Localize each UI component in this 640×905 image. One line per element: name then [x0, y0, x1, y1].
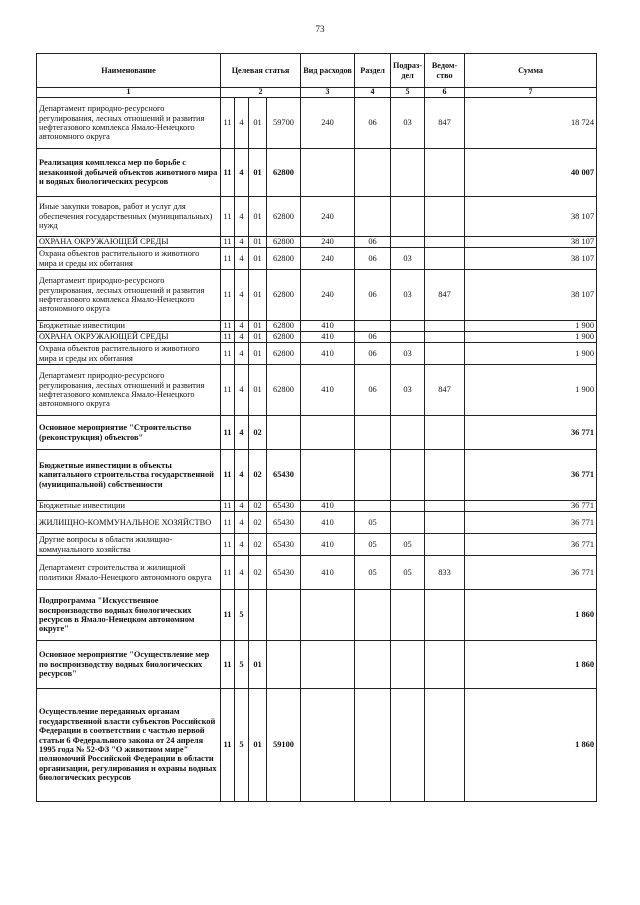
table-row — [37, 365, 597, 416]
target-code-3-cell: 02 — [249, 416, 267, 450]
target-code-1-cell: 11 — [221, 534, 235, 556]
target-code-4-cell: 65430 — [267, 534, 301, 556]
target-code-4-cell — [267, 590, 301, 641]
row-name-cell: Другие вопросы в области жилищно-коммунального хозяйства — [37, 534, 221, 556]
department-cell — [425, 416, 465, 450]
expense-type-cell: 240 — [301, 270, 355, 321]
expense-type-cell: 410 — [301, 512, 355, 534]
expense-type-cell — [301, 590, 355, 641]
amount-cell: 40 007 — [465, 149, 597, 197]
table-row — [37, 149, 597, 197]
target-code-4-cell: 59100 — [267, 689, 301, 802]
amount-cell: 36 771 — [465, 556, 597, 590]
target-code-3-cell: 01 — [249, 248, 267, 270]
section-cell: 05 — [355, 512, 391, 534]
subsection-cell — [391, 590, 425, 641]
target-code-3-cell: 01 — [249, 237, 267, 248]
department-cell — [425, 689, 465, 802]
target-code-1-cell: 11 — [221, 248, 235, 270]
subsection-cell: 03 — [391, 248, 425, 270]
target-code-1-cell: 11 — [221, 197, 235, 237]
target-code-2-cell: 4 — [235, 321, 249, 332]
amount-cell: 38 107 — [465, 270, 597, 321]
target-code-1-cell: 11 — [221, 343, 235, 365]
amount-cell: 18 724 — [465, 98, 597, 149]
target-code-3-cell: 02 — [249, 512, 267, 534]
row-name-cell: Охрана объектов растительного и животного мира и среды их обитания — [37, 343, 221, 365]
target-code-3-cell: 01 — [249, 343, 267, 365]
table-row — [37, 689, 597, 802]
target-code-1-cell: 11 — [221, 237, 235, 248]
target-code-1-cell: 11 — [221, 641, 235, 689]
column-number: 4 — [355, 88, 391, 98]
target-code-4-cell: 62800 — [267, 343, 301, 365]
table-row — [37, 343, 597, 365]
target-code-4-cell: 62800 — [267, 365, 301, 416]
subsection-cell — [391, 416, 425, 450]
amount-cell: 36 771 — [465, 450, 597, 501]
target-code-3-cell: 02 — [249, 501, 267, 512]
row-name-cell: Основное мероприятие "Осуществление мер по воспроизводству водных биологических ресурсов" — [37, 641, 221, 689]
subsection-cell: 05 — [391, 556, 425, 590]
target-code-1-cell: 11 — [221, 270, 235, 321]
subsection-cell: 03 — [391, 98, 425, 149]
department-cell — [425, 237, 465, 248]
department-cell — [425, 534, 465, 556]
target-code-3-cell — [249, 590, 267, 641]
row-name-cell: ОХРАНА ОКРУЖАЮЩЕЙ СРЕДЫ — [37, 237, 221, 248]
target-code-1-cell: 11 — [221, 590, 235, 641]
section-cell: 06 — [355, 343, 391, 365]
amount-cell: 36 771 — [465, 534, 597, 556]
row-name-cell: Основное мероприятие "Строительство (реконструкция) объектов" — [37, 416, 221, 450]
target-code-4-cell: 59700 — [267, 98, 301, 149]
target-code-4-cell: 65430 — [267, 556, 301, 590]
target-code-1-cell: 11 — [221, 512, 235, 534]
row-name-cell: Бюджетные инвестиции — [37, 321, 221, 332]
target-code-2-cell: 4 — [235, 237, 249, 248]
row-name-cell: Бюджетные инвестиции — [37, 501, 221, 512]
target-code-2-cell: 4 — [235, 501, 249, 512]
target-code-3-cell: 01 — [249, 321, 267, 332]
header-expense-type: Вид расходов — [301, 54, 355, 88]
target-code-3-cell: 01 — [249, 149, 267, 197]
department-cell — [425, 641, 465, 689]
table-row — [37, 237, 597, 248]
target-code-3-cell: 02 — [249, 556, 267, 590]
section-cell: 06 — [355, 365, 391, 416]
expense-type-cell: 410 — [301, 501, 355, 512]
subsection-cell — [391, 450, 425, 501]
header-amount: Сумма — [465, 54, 597, 88]
amount-cell: 38 107 — [465, 248, 597, 270]
target-code-1-cell: 11 — [221, 416, 235, 450]
row-name-cell: Департамент природно-ресурсного регулирования, лесных отношений и развития нефтегазового комплекса Ямало-Ненецкого автономного округа — [37, 98, 221, 149]
subsection-cell — [391, 641, 425, 689]
target-code-1-cell: 11 — [221, 321, 235, 332]
table-row — [37, 590, 597, 641]
target-code-2-cell: 4 — [235, 270, 249, 321]
amount-cell: 1 900 — [465, 332, 597, 343]
table-row — [37, 416, 597, 450]
target-code-3-cell: 01 — [249, 365, 267, 416]
table-body — [37, 98, 597, 802]
row-name-cell: Охрана объектов растительного и животного мира и среды их обитания — [37, 248, 221, 270]
table-row — [37, 248, 597, 270]
target-code-1-cell: 11 — [221, 332, 235, 343]
section-cell — [355, 149, 391, 197]
target-code-3-cell: 02 — [249, 534, 267, 556]
expense-type-cell — [301, 689, 355, 802]
amount-cell: 36 771 — [465, 501, 597, 512]
target-code-1-cell: 11 — [221, 365, 235, 416]
table-row — [37, 197, 597, 237]
department-cell — [425, 450, 465, 501]
expense-type-cell: 410 — [301, 332, 355, 343]
subsection-cell — [391, 237, 425, 248]
subsection-cell: 03 — [391, 343, 425, 365]
target-code-4-cell: 62800 — [267, 332, 301, 343]
header-section: Раздел — [355, 54, 391, 88]
department-cell — [425, 248, 465, 270]
target-code-3-cell: 01 — [249, 197, 267, 237]
target-code-4-cell — [267, 641, 301, 689]
target-code-4-cell: 65430 — [267, 501, 301, 512]
row-name-cell: Департамент природно-ресурсного регулирования, лесных отношений и развития нефтегазового комплекса Ямало-Ненецкого автономного округа — [37, 365, 221, 416]
department-cell — [425, 501, 465, 512]
target-code-4-cell: 62800 — [267, 197, 301, 237]
expense-type-cell: 240 — [301, 237, 355, 248]
header-target: Целевая статья — [221, 54, 301, 88]
amount-cell: 38 107 — [465, 197, 597, 237]
department-cell — [425, 512, 465, 534]
target-code-2-cell: 4 — [235, 534, 249, 556]
subsection-cell — [391, 321, 425, 332]
expense-type-cell: 240 — [301, 248, 355, 270]
section-cell — [355, 197, 391, 237]
target-code-1-cell: 11 — [221, 556, 235, 590]
amount-cell: 1 900 — [465, 365, 597, 416]
page-number: 73 — [315, 24, 325, 34]
section-cell — [355, 590, 391, 641]
amount-cell: 36 771 — [465, 512, 597, 534]
target-code-4-cell: 65430 — [267, 450, 301, 501]
amount-cell: 1 860 — [465, 689, 597, 802]
department-cell — [425, 197, 465, 237]
subsection-cell — [391, 332, 425, 343]
target-code-3-cell: 02 — [249, 450, 267, 501]
expense-type-cell: 240 — [301, 197, 355, 237]
department-cell — [425, 149, 465, 197]
row-name-cell: Бюджетные инвестиции в объекты капитального строительства государственной (муниципальной) собственности — [37, 450, 221, 501]
expense-type-cell — [301, 641, 355, 689]
row-name-cell: Осуществление переданных органам государственной власти субъектов Российской Федерации в соответствии с частью первой статьи 6 Федерального закона от 24 апреля 1995 года № 52-ФЗ "О животном мире" полномочий Российской Федерации в области организации, регулирования и охраны водных биологических ресурсов — [37, 689, 221, 802]
target-code-4-cell: 62800 — [267, 237, 301, 248]
target-code-1-cell: 11 — [221, 450, 235, 501]
row-name-cell: ОХРАНА ОКРУЖАЮЩЕЙ СРЕДЫ — [37, 332, 221, 343]
header-subsection: Подраз-дел — [391, 54, 425, 88]
section-cell: 05 — [355, 534, 391, 556]
expense-type-cell: 410 — [301, 556, 355, 590]
row-name-cell: ЖИЛИЩНО-КОММУНАЛЬНОЕ ХОЗЯЙСТВО — [37, 512, 221, 534]
subsection-cell — [391, 512, 425, 534]
expense-type-cell: 410 — [301, 343, 355, 365]
row-name-cell: Реализация комплекса мер по борьбе с незаконной добычей объектов животного мира и водных биологических ресурсов — [37, 149, 221, 197]
subsection-cell: 05 — [391, 534, 425, 556]
table-row — [37, 501, 597, 512]
amount-cell: 1 860 — [465, 590, 597, 641]
target-code-4-cell: 65430 — [267, 512, 301, 534]
department-cell: 847 — [425, 270, 465, 321]
row-name-cell: Департамент природно-ресурсного регулирования, лесных отношений и развития нефтегазового комплекса Ямало-Ненецкого автономного округа — [37, 270, 221, 321]
subsection-cell — [391, 149, 425, 197]
target-code-1-cell: 11 — [221, 501, 235, 512]
target-code-2-cell: 4 — [235, 149, 249, 197]
column-number-row — [37, 88, 597, 98]
target-code-2-cell: 4 — [235, 197, 249, 237]
section-cell — [355, 450, 391, 501]
target-code-2-cell: 4 — [235, 332, 249, 343]
section-cell: 05 — [355, 556, 391, 590]
subsection-cell — [391, 197, 425, 237]
target-code-3-cell: 01 — [249, 98, 267, 149]
row-name-cell: Иные закупки товаров, работ и услуг для обеспечения государственных (муниципальных) нужд — [37, 197, 221, 237]
column-number: 7 — [465, 88, 597, 98]
expense-type-cell — [301, 416, 355, 450]
amount-cell: 36 771 — [465, 416, 597, 450]
header-department: Ведом-ство — [425, 54, 465, 88]
department-cell — [425, 321, 465, 332]
target-code-1-cell: 11 — [221, 149, 235, 197]
column-number: 5 — [391, 88, 425, 98]
table-row — [37, 98, 597, 149]
target-code-2-cell: 5 — [235, 641, 249, 689]
target-code-2-cell: 4 — [235, 248, 249, 270]
department-cell — [425, 332, 465, 343]
department-cell: 847 — [425, 98, 465, 149]
section-cell: 06 — [355, 270, 391, 321]
section-cell: 06 — [355, 248, 391, 270]
table-row — [37, 270, 597, 321]
target-code-2-cell: 4 — [235, 365, 249, 416]
target-code-3-cell: 01 — [249, 332, 267, 343]
section-cell — [355, 689, 391, 802]
expense-type-cell: 410 — [301, 321, 355, 332]
section-cell — [355, 641, 391, 689]
table-row — [37, 534, 597, 556]
target-code-2-cell: 4 — [235, 556, 249, 590]
target-code-1-cell: 11 — [221, 689, 235, 802]
column-number: 3 — [301, 88, 355, 98]
target-code-2-cell: 5 — [235, 590, 249, 641]
target-code-4-cell: 62800 — [267, 321, 301, 332]
department-cell: 847 — [425, 365, 465, 416]
row-name-cell: Подпрограмма "Искусственное воспроизводство водных биологических ресурсов в Ямало-Ненецком автономном округе" — [37, 590, 221, 641]
section-cell — [355, 501, 391, 512]
table-row — [37, 641, 597, 689]
table-row — [37, 332, 597, 343]
section-cell: 06 — [355, 237, 391, 248]
table-row — [37, 450, 597, 501]
header-name: Наименование — [37, 54, 221, 88]
section-cell — [355, 321, 391, 332]
department-cell — [425, 343, 465, 365]
budget-table — [36, 53, 597, 802]
table-row — [37, 556, 597, 590]
subsection-cell: 03 — [391, 365, 425, 416]
target-code-2-cell: 4 — [235, 343, 249, 365]
department-cell — [425, 590, 465, 641]
column-number: 2 — [221, 88, 301, 98]
expense-type-cell: 410 — [301, 534, 355, 556]
subsection-cell — [391, 689, 425, 802]
target-code-2-cell: 4 — [235, 450, 249, 501]
target-code-4-cell — [267, 416, 301, 450]
row-name-cell: Департамент строительства и жилищной политики Ямало-Ненецкого автономного округа — [37, 556, 221, 590]
subsection-cell — [391, 501, 425, 512]
target-code-2-cell: 4 — [235, 512, 249, 534]
amount-cell: 1 900 — [465, 321, 597, 332]
target-code-2-cell: 4 — [235, 98, 249, 149]
amount-cell: 1 900 — [465, 343, 597, 365]
target-code-1-cell: 11 — [221, 98, 235, 149]
target-code-4-cell: 62800 — [267, 270, 301, 321]
expense-type-cell: 240 — [301, 98, 355, 149]
target-code-3-cell: 01 — [249, 689, 267, 802]
target-code-3-cell: 01 — [249, 270, 267, 321]
expense-type-cell — [301, 450, 355, 501]
table-row — [37, 321, 597, 332]
section-cell: 06 — [355, 98, 391, 149]
table-row — [37, 512, 597, 534]
subsection-cell: 03 — [391, 270, 425, 321]
section-cell — [355, 416, 391, 450]
section-cell: 06 — [355, 332, 391, 343]
department-cell: 833 — [425, 556, 465, 590]
target-code-4-cell: 62800 — [267, 248, 301, 270]
column-number: 1 — [37, 88, 221, 98]
expense-type-cell — [301, 149, 355, 197]
target-code-2-cell: 4 — [235, 416, 249, 450]
target-code-2-cell: 5 — [235, 689, 249, 802]
amount-cell: 38 107 — [465, 237, 597, 248]
column-number: 6 — [425, 88, 465, 98]
expense-type-cell: 410 — [301, 365, 355, 416]
target-code-4-cell: 62800 — [267, 149, 301, 197]
amount-cell: 1 860 — [465, 641, 597, 689]
target-code-3-cell: 01 — [249, 641, 267, 689]
